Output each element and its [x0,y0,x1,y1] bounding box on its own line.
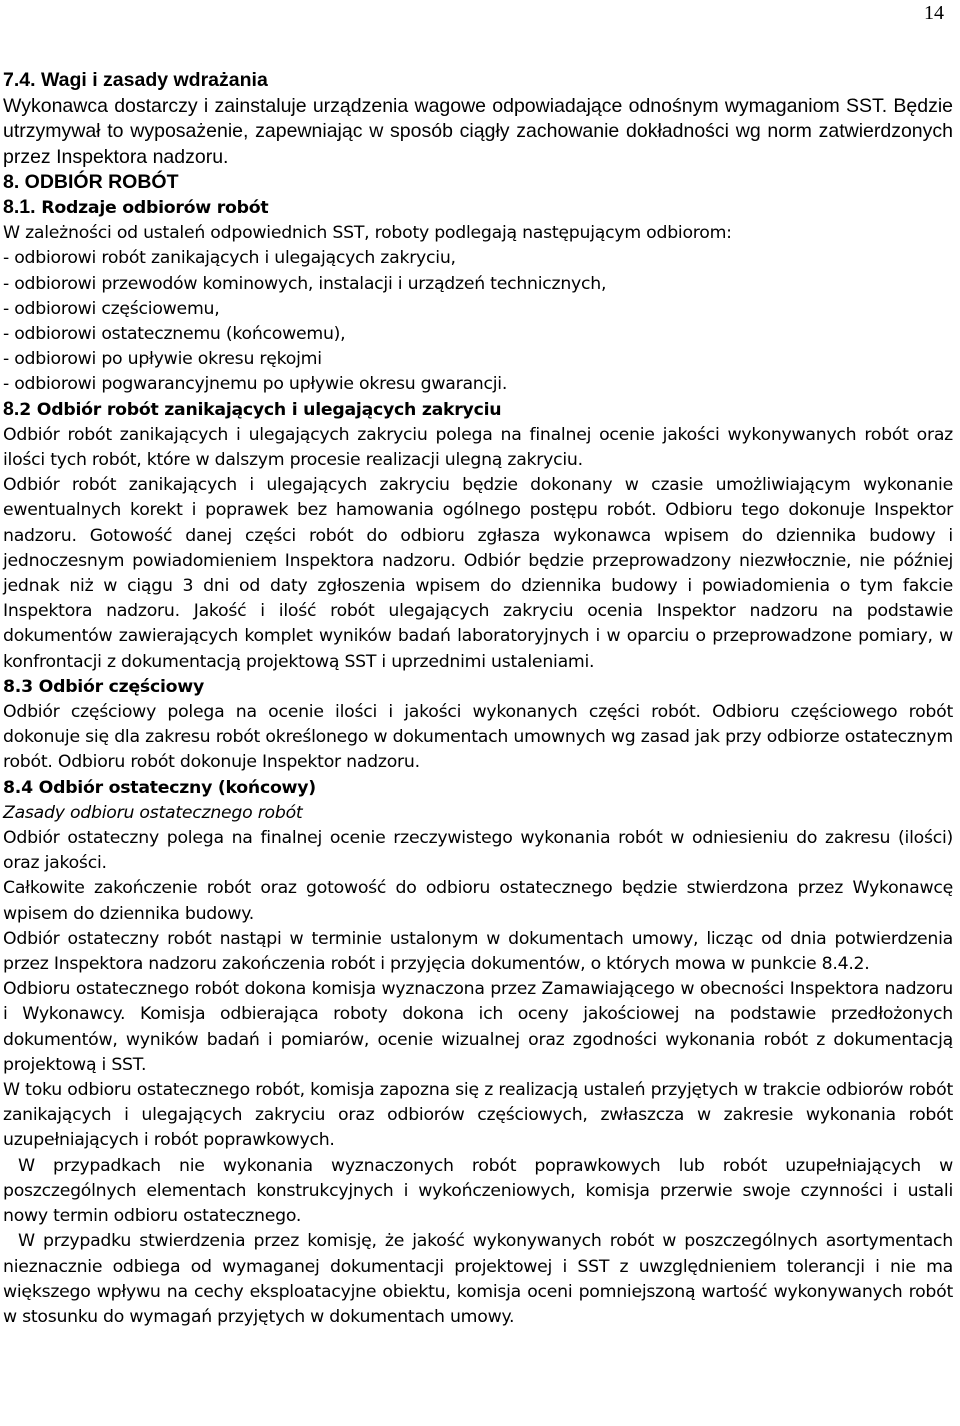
section-8-4-paragraph: Odbiór ostateczny robót nastąpi w terminie ustalonym w dokumentach umowy, licząc od dnia potwierdzenia przez Inspektora nadzoru zakończenia robót i przyjęcia dokumentów, o których mowa w punkcie 8.4.2. [3,928,953,975]
section-8-heading: 8. ODBIÓR ROBÓT [3,171,179,194]
section-8-4-paragraph: W toku odbioru ostatecznego robót, komisja zapozna się z realizacją ustaleń przyjętych w trakcie odbiorów robót zanikających i ulegających zakryciu oraz odbiorów częściowych, zwłaszcza w zakresie wykonania robót uzupełniających i robót poprawkowych. [3,1080,953,1151]
section-8-1-number: 8.1. [3,195,36,218]
section-7-4-text: Wykonawca dostarczy i zainstaluje urządzenia wagowe odpowiadające odnośnym wymaganiom SST. Będzie utrzymywał to wyposażenie, zapewniając w sposób ciągły zachowanie dokładności wg norm zatwierdzonych przez Inspektora nadzoru. [3,94,953,168]
section-8-4-paragraph: Całkowite zakończenie robót oraz gotowość do odbioru ostatecznego będzie stwierdzona przez Wykonawcę wpisem do dziennika budowy. [3,878,953,924]
section-8-4-heading: 8.4 Odbiór ostateczny (końcowy) [3,777,316,798]
section-8-3-text: Odbiór częściowy polega na ocenie ilości i jakości wykonanych części robót. Odbioru częściowego robót dokonuje się dla zakresu robót określonego w dokumentach umownych wg zasad jak przy odbiorze ostatecznym robót. Odbioru robót dokonuje Inspektor nadzoru. [3,702,953,773]
section-8-1-intro: W zależności od ustaleń odpowiednich SST, roboty podlegają następującym odbiorom: [3,223,732,244]
section-8-4-paragraph: Odbiór ostateczny polega na finalnej ocenie rzeczywistego wykonania robót w odniesieniu do zakresu (ilości) oraz jakości. [3,828,953,874]
section-7-4-heading: 7.4. Wagi i zasady wdrażania [3,69,268,91]
list-item: - odbiorowi ostatecznemu (końcowemu), [3,323,346,344]
section-8-4-paragraph: Odbioru ostatecznego robót dokona komisja wyznaczona przez Zamawiającego w obecności Inspektora nadzoru i Wykonawcy. Komisja odbierająca roboty dokona ich oceny jakościowej na podstawie przedłożonych dokumentów, wyników badań i pomiarów, ocenie wizualnej oraz zgodności wykonania robót z dokumentacją projektową i SST. [3,979,953,1075]
section-8-4-paragraph: W przypadku stwierdzenia przez komisję, że jakość wykonywanych robót w poszczególnych asortymentach nieznacznie odbiega od wymaganej dokumentacji projektowej i SST z uwzględnieniem tolerancji i nie ma większego wpływu na cechy eksploatacyjne obiektu, komisja oceni pomniejszoną wartość wykonywanych robót w stosunku do wymagań przyjętych w dokumentach umowy. [3,1231,953,1327]
section-8-1-heading [3,196,953,221]
page-number: 14 [924,2,944,24]
section-8-1-title: Rodzaje odbiorów robót [35,197,269,218]
list-item: - odbiorowi częściowemu, [3,298,220,319]
list-item: - odbiorowi pogwarancyjnemu po upływie okresu gwarancji. [3,374,508,395]
section-8-3-heading: 8.3 Odbiór częściowy [3,676,204,697]
section-8-2-paragraph: Odbiór robót zanikających i ulegających zakryciu będzie dokonany w czasie umożliwiającym wykonanie ewentualnych korekt i poprawek bez hamowania ogólnego postępu robót. Odbioru tego dokonuje Inspektor nadzoru. Gotowość danej części robót do odbioru zgłasza wykonawca wpisem do dziennika budowy i jednoczesnym powiadomieniem Inspektora nadzoru. Odbiór będzie przeprowadzony niezwłocznie, nie później jednak niż w ciągu 3 dni od daty zgłoszenia wpisem do dziennika budowy i powiadomienia o tym fakcie Inspektora nadzoru. Jakość i ilość robót ulegających zakryciu ocenia Inspektor nadzoru na podstawie dokumentów zawierających komplet wyników badań laboratoryjnych i w oparciu o przeprowadzone pomiary, w konfrontacji z dokumentacją projektową SST i uprzednimi ustaleniami. [3,475,953,672]
section-8-2-heading [3,398,953,423]
section-8-2-number: 8. [3,397,20,420]
section-8-4-paragraph: W przypadkach nie wykonania wyznaczonych robót poprawkowych lub robót uzupełniających w poszczególnych elementach konstrukcyjnych i wykończeniowych, komisja przerwie swoje czynności i ustali nowy termin odbioru ostatecznego. [3,1155,953,1227]
section-8-2-title: 2 Odbiór robót zanikających i ulegających zakryciu [19,399,502,420]
list-item: - odbiorowi przewodów kominowych, instalacji i urządzeń technicznych, [3,273,607,294]
list-item: - odbiorowi robót zanikających i ulegających zakryciu, [3,248,456,269]
section-8-2-paragraph: Odbiór robót zanikających i ulegających zakryciu polega na finalnej ocenie jakości wykonywanych robót oraz ilości tych robót, które w dalszym procesie realizacji ulegną zakryciu. [3,424,953,470]
document-body [3,68,953,1330]
section-8-4-subheading: Zasady odbioru ostatecznego robót [3,802,303,823]
list-item: - odbiorowi po upływie okresu rękojmi [3,349,322,370]
